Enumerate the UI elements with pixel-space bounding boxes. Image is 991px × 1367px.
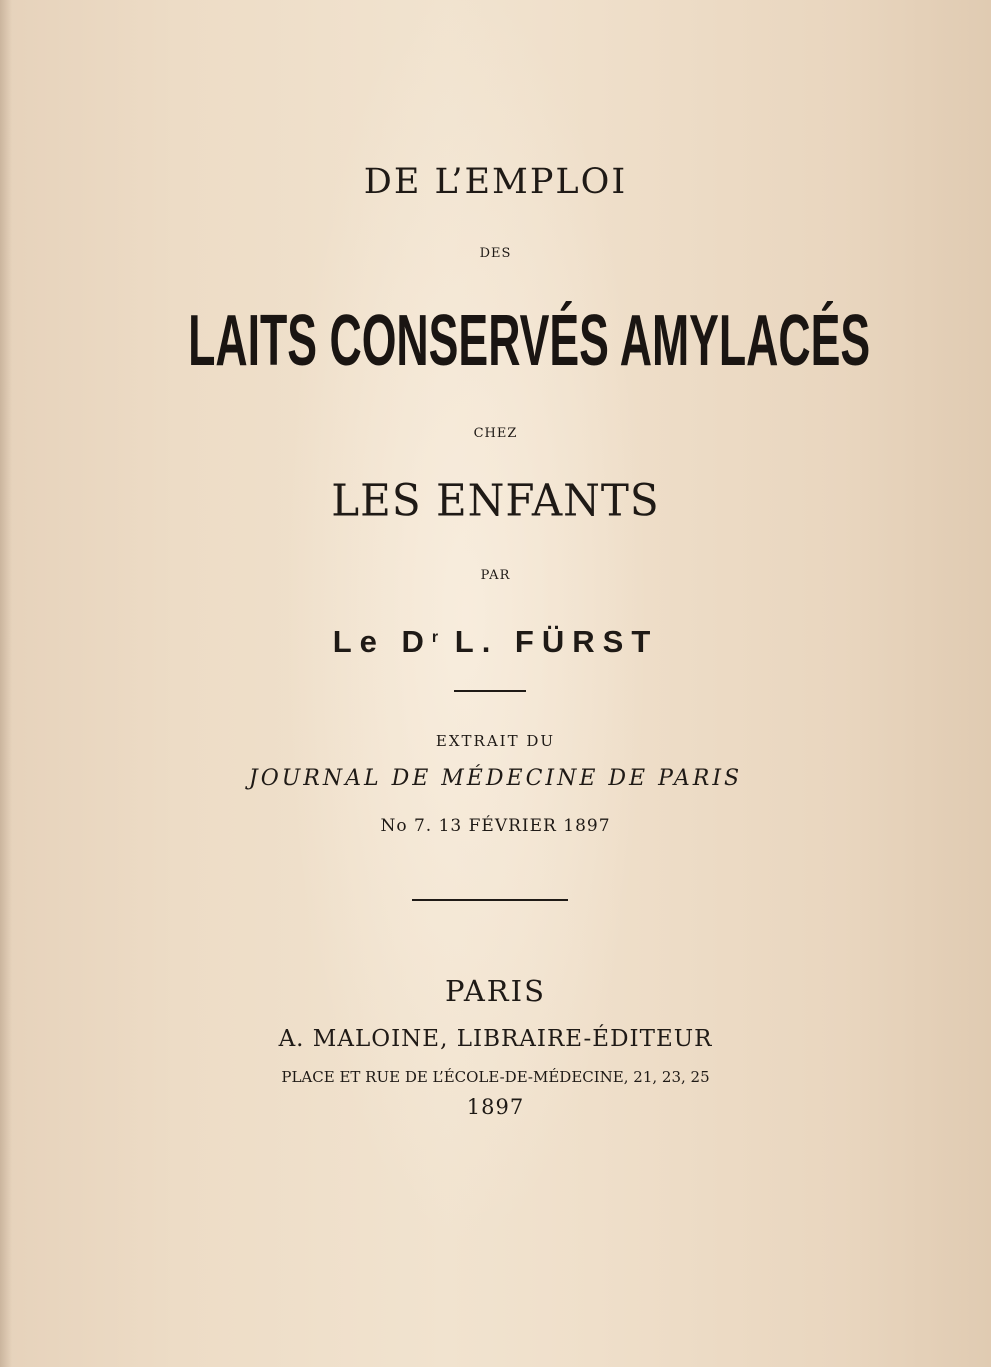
divider-rule bbox=[454, 690, 526, 692]
author bbox=[0, 624, 991, 660]
author-name: L. FÜRST bbox=[454, 624, 659, 659]
title-line-par: PAR bbox=[480, 568, 511, 583]
author-prefix-superscript: r bbox=[431, 629, 439, 646]
extract-label: EXTRAIT DU bbox=[435, 732, 556, 750]
main-title: LAITS CONSERVÉS AMYLACÉS bbox=[188, 301, 871, 381]
issue-info: No 7. 13 FÉVRIER 1897 bbox=[380, 816, 611, 836]
publication-year: 1897 bbox=[466, 1095, 525, 1119]
imprint-city: PARIS bbox=[445, 974, 546, 1008]
divider-rule bbox=[412, 899, 568, 901]
title-line-des: DES bbox=[479, 246, 512, 261]
title-line-chez: CHEZ bbox=[473, 426, 518, 441]
publisher-address: PLACE ET RUE DE L’ÉCOLE-DE-MÉDECINE, 21, 23, 25 bbox=[281, 1068, 710, 1086]
title-line-enfants: LES ENFANTS bbox=[331, 474, 660, 527]
title-line-emploi: DE L’EMPLOI bbox=[363, 162, 628, 202]
publisher: A. MALOINE, LIBRAIRE-ÉDITEUR bbox=[278, 1026, 713, 1052]
author-prefix: Le D bbox=[332, 624, 432, 659]
page-edge-shadow bbox=[0, 0, 12, 1367]
journal-name: JOURNAL DE MÉDECINE DE PARIS bbox=[248, 766, 743, 791]
